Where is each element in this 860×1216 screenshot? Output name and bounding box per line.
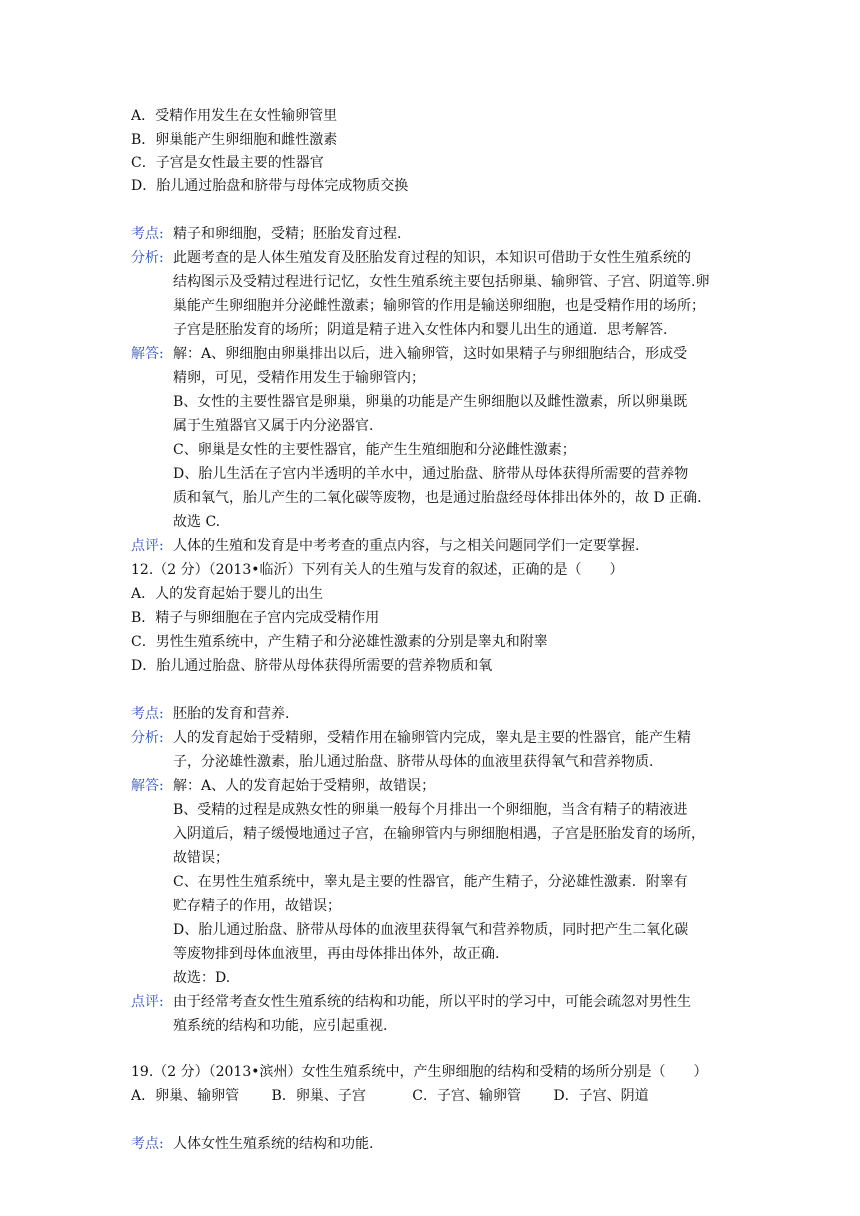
option-b: B．精子与卵细胞在子宫内完成受精作用 <box>131 610 380 626</box>
fenxi-line: 结构图示及受精过程进行记忆，女性生殖系统主要包括卵巢、输卵管、子宫、阴道等.卵 <box>173 274 710 290</box>
fenxi-label: 分析: <box>131 730 164 746</box>
kaodian-label: 考点: <box>131 226 164 242</box>
jieda-line: 入阴道后，精子缓慢地通过子宫，在输卵管内与卵细胞相遇，子宫是胚胎发育的场所， <box>173 826 705 842</box>
jieda-line: 精卵，可见，受精作用发生于输卵管内； <box>173 370 425 386</box>
question-19: 19.（2 分）（2013•滨州）女性生殖系统中，产生卵细胞的结构和受精的场所分别是（ ） <box>131 1064 708 1080</box>
jieda-line: 等废物排到母体血液里，再由母体排出体外，故正确. <box>173 946 500 962</box>
option-a: A．人的发育起始于婴儿的出生 <box>131 586 324 602</box>
option-d: D．胎儿通过胎盘和脐带与母体完成物质交换 <box>131 178 409 194</box>
option-c: C．男性生殖系统中，产生精子和分泌雄性激素的分别是睾丸和附睾 <box>131 634 548 650</box>
jieda-line: C、卵巢是女性的主要性器官，能产生生殖细胞和分泌雌性激素； <box>173 442 576 458</box>
dianping-line: 殖系统的结构和功能，应引起重视. <box>173 1018 388 1034</box>
option-d: D．胎儿通过胎盘、脐带从母体获得所需要的营养物质和氧 <box>131 658 493 674</box>
option-c: C．子宫是女性最主要的性器官 <box>131 155 324 171</box>
option-a: A．受精作用发生在女性输卵管里 <box>131 108 338 124</box>
jieda-line: D、胎儿通过胎盘、脐带从母体的血液里获得氧气和营养物质，同时把产生二氧化碳 <box>173 922 689 938</box>
fenxi-line: 子，分泌雄性激素，胎儿通过胎盘、脐带从母体的血液里获得氧气和营养物质. <box>173 754 654 770</box>
jieda-line: 贮存精子的作用，故错误； <box>173 898 341 914</box>
jieda-line: 故选：D. <box>173 970 231 986</box>
jieda-line: B、女性的主要性器官是卵巢，卵巢的功能是产生卵细胞以及雌性激素，所以卵巢既 <box>173 394 688 410</box>
jieda-line: 故错误； <box>173 850 229 866</box>
jieda-line: 解：A、人的发育起始于受精卵，故错误； <box>173 778 436 794</box>
dianping-text: 人体的生殖和发育是中考考查的重点内容，与之相关问题同学们一定要掌握. <box>173 538 640 554</box>
fenxi-line: 此题考查的是人体生殖发育及胚胎发育过程的知识，本知识可借助于女性生殖系统的 <box>173 250 691 266</box>
jieda-line: B、受精的过程是成熟女性的卵巢一般每个月排出一个卵细胞，当含有精子的精液进 <box>173 802 688 818</box>
jieda-line: 解：A、卵细胞由卵巢排出以后，进入输卵管，这时如果精子与卵细胞结合，形成受 <box>173 346 688 362</box>
fenxi-line: 子宫是胚胎发育的场所；阴道是精子进入女性体内和婴儿出生的通道．思考解答. <box>173 322 668 338</box>
question-12: 12.（2 分）（2013•临沂）下列有关人的生殖与发育的叙述，正确的是（ ） <box>131 562 624 578</box>
option-b: B．卵巢能产生卵细胞和雌性激素 <box>131 132 338 148</box>
jieda-line: C、在男性生殖系统中，睾丸是主要的性器官，能产生精子，分泌雄性激素．附睾有 <box>173 874 688 890</box>
jieda-line: 故选 C. <box>173 514 221 530</box>
dianping-label: 点评: <box>131 538 164 554</box>
kaodian-text: 精子和卵细胞，受精；胚胎发育过程. <box>173 226 402 242</box>
jieda-label: 解答: <box>131 778 164 794</box>
jieda-line: 质和氧气，胎儿产生的二氧化碳等废物，也是通过胎盘经母体排出体外的，故 D 正确. <box>173 490 702 506</box>
kaodian-label: 考点: <box>131 1136 164 1152</box>
kaodian-label: 考点: <box>131 706 164 722</box>
jieda-line: D、胎儿生活在子宫内半透明的羊水中，通过胎盘、脐带从母体获得所需要的营养物 <box>173 466 689 482</box>
jieda-label: 解答: <box>131 346 164 362</box>
kaodian-text: 胚胎的发育和营养. <box>173 706 290 722</box>
kaodian-text: 人体女性生殖系统的结构和功能. <box>173 1136 374 1152</box>
options-row: A．卵巢、输卵管 B．卵巢、子宫 C．子宫、输卵管 D．子宫、阴道 <box>131 1088 649 1104</box>
jieda-line: 属于生殖器官又属于内分泌器官. <box>173 418 374 434</box>
fenxi-label: 分析: <box>131 250 164 266</box>
dianping-line: 由于经常考查女性生殖系统的结构和功能，所以平时的学习中，可能会疏忽对男性生 <box>173 994 691 1010</box>
fenxi-line: 人的发育起始于受精卵，受精作用在输卵管内完成，睾丸是主要的性器官，能产生精 <box>173 730 691 746</box>
fenxi-line: 巢能产生卵细胞并分泌雌性激素；输卵管的作用是输送卵细胞，也是受精作用的场所； <box>173 298 705 314</box>
dianping-label: 点评: <box>131 994 164 1010</box>
